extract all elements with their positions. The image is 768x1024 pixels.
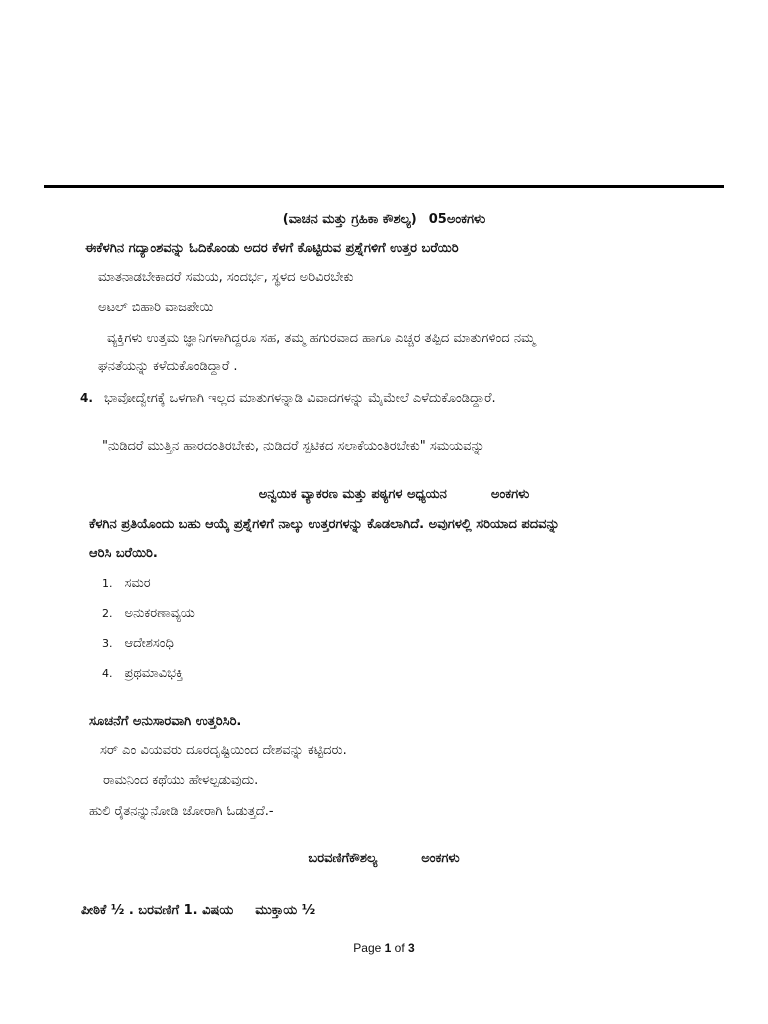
option-number: 1.	[102, 577, 113, 590]
section3-structure	[81, 902, 315, 920]
item-4-number: 4.	[80, 391, 93, 405]
section3-heading	[0, 850, 768, 868]
page-footer	[0, 940, 768, 956]
option-item	[102, 605, 195, 623]
option-number: 3.	[102, 637, 113, 650]
section1-marks: 05ಅಂಕಗಳು	[428, 212, 486, 227]
hint-line: ರಾಮನಿಂದ ಕಥೆಯು ಹೇಳಲ್ಪಡುವುದು.	[103, 773, 259, 788]
passage-line-2: ಅಟಲ್ ಬಿಹಾರಿ ವಾಜಪೇಯಿ	[98, 300, 214, 315]
page-number: 1	[384, 941, 392, 955]
option-item	[102, 665, 183, 683]
option-item	[102, 635, 174, 653]
section3-marks: ಅಂಕಗಳು	[421, 851, 460, 866]
passage-item-4	[80, 389, 496, 408]
hint-line: ಹುಲಿ ರೈತನನ್ನುನೋಡಿ ಜೋರಾಗಿ ಓಡುತ್ತದೆ.-	[89, 804, 274, 819]
passage-line-4: ಘನತೆಯನ್ನು ಕಳೆದುಕೊಂಡಿದ್ದಾರೆ .	[98, 359, 238, 374]
item-4-text: ಭಾವೋದ್ವೇಗಕ್ಕೆ ಒಳಗಾಗಿ ಇಲ್ಲದ ಮಾತುಗಳನ್ನಾಡಿ ವಿವಾದಗಳನ್ನು ಮೈಮೇಲೆ ಎಳೆದುಕೊಂಡಿದ್ದಾರೆ.	[104, 391, 496, 406]
passage-line-1: ಮಾತನಾಡಬೇಕಾದರೆ ಸಮಯ, ಸಂದರ್ಭ, ಸ್ಥಳದ ಅರಿವಿರಬೇಕು	[98, 270, 354, 285]
section2-heading	[10, 486, 768, 504]
section1-heading	[0, 211, 768, 229]
option-item	[102, 575, 151, 593]
passage-line-3: ವ್ಯಕ್ತಿಗಳು ಉತ್ತಮ ಜ್ಞಾನಿಗಳಾಗಿದ್ದರೂ ಸಹ, ತಮ್ಮ ಹಗುರವಾದ ಹಾಗೂ ಎಚ್ಚರ ತಪ್ಪಿದ ಮಾತುಗಳಿಂದ ನಮ್ಮ	[107, 331, 536, 346]
total-pages: 3	[408, 941, 415, 955]
option-number: 4.	[102, 667, 113, 680]
option-text: ಅನುಕರಣಾವ್ಯಯ	[124, 606, 195, 621]
hint-title: ಸೂಚನೆಗೆ ಅನುಸಾರವಾಗಿ ಉತ್ತರಿಸಿರಿ.	[89, 714, 242, 729]
option-text: ಸಮರ	[124, 576, 151, 591]
structure-part-1: ಪೀಠಿಕೆ ½ . ಬರವಣಿಗೆ 1. ವಿಷಯ	[81, 903, 234, 918]
passage-quote: "ನುಡಿದರೆ ಮುತ್ತಿನ ಹಾರದಂತಿರಬೇಕು, ನುಡಿದರೆ ಸ್ಪಟಿಕದ ಸಲಾಕೆಯಂತಿರಬೇಕು" ಸಮಯವನ್ನು	[102, 439, 485, 454]
option-number: 2.	[102, 607, 113, 620]
structure-part-2: ಮುಕ್ತಾಯ ½	[255, 903, 316, 918]
section2-marks: ಅಂಕಗಳು	[490, 487, 530, 502]
of-label: of	[394, 941, 405, 955]
page-label: Page	[353, 941, 382, 955]
section1-title: (ವಾಚನ ಮತ್ತು ಗ್ರಹಿಕಾ ಕೌಶಲ್ಯ)	[282, 212, 417, 227]
option-text: ಪ್ರಥಮಾವಿಭಕ್ತಿ	[124, 666, 184, 681]
option-text: ಆದೇಶಸಂಧಿ	[124, 636, 174, 651]
section3-title: ಬರವಣಿಗೆಕೌಶಲ್ಯ	[308, 851, 378, 866]
section2-title: ಅನ್ವಯಿಕ ವ್ಯಾಕರಣ ಮತ್ತು ಪಠ್ಯಗಳ ಅಧ್ಯಯನ	[258, 487, 447, 502]
section2-instruction-2: ಆರಿಸಿ ಬರೆಯಿರಿ.	[89, 546, 158, 561]
hint-line: ಸರ್ ಎಂ ವಿಯವರು ದೂರದೃಷ್ಟಿಯಿಂದ ದೇಶವನ್ನು ಕಟ್ಟಿದರು.	[100, 743, 347, 758]
section2-instruction-1: ಕೆಳಗಿನ ಪ್ರತಿಯೊಂದು ಬಹು ಆಯ್ಕೆ ಪ್ರಶ್ನೆಗಳಿಗೆ ನಾಲ್ಕು ಉತ್ತರಗಳನ್ನು ಕೊಡಲಾಗಿದೆ. ಅವುಗಳಲ್ಲಿ ಸರಿಯಾದ ಪದವನ್ನು	[89, 517, 560, 532]
header-rule	[44, 185, 724, 188]
section1-instruction: ಈಕೆಳಗಿನ ಗದ್ಯಾಂಶವನ್ನು ಓದಿಕೊಂಡು ಅದರ ಕೆಳಗೆ ಕೊಟ್ಟಿರುವ ಪ್ರಶ್ನೆಗಳಿಗೆ ಉತ್ತರ ಬರೆಯಿರಿ	[85, 241, 459, 256]
